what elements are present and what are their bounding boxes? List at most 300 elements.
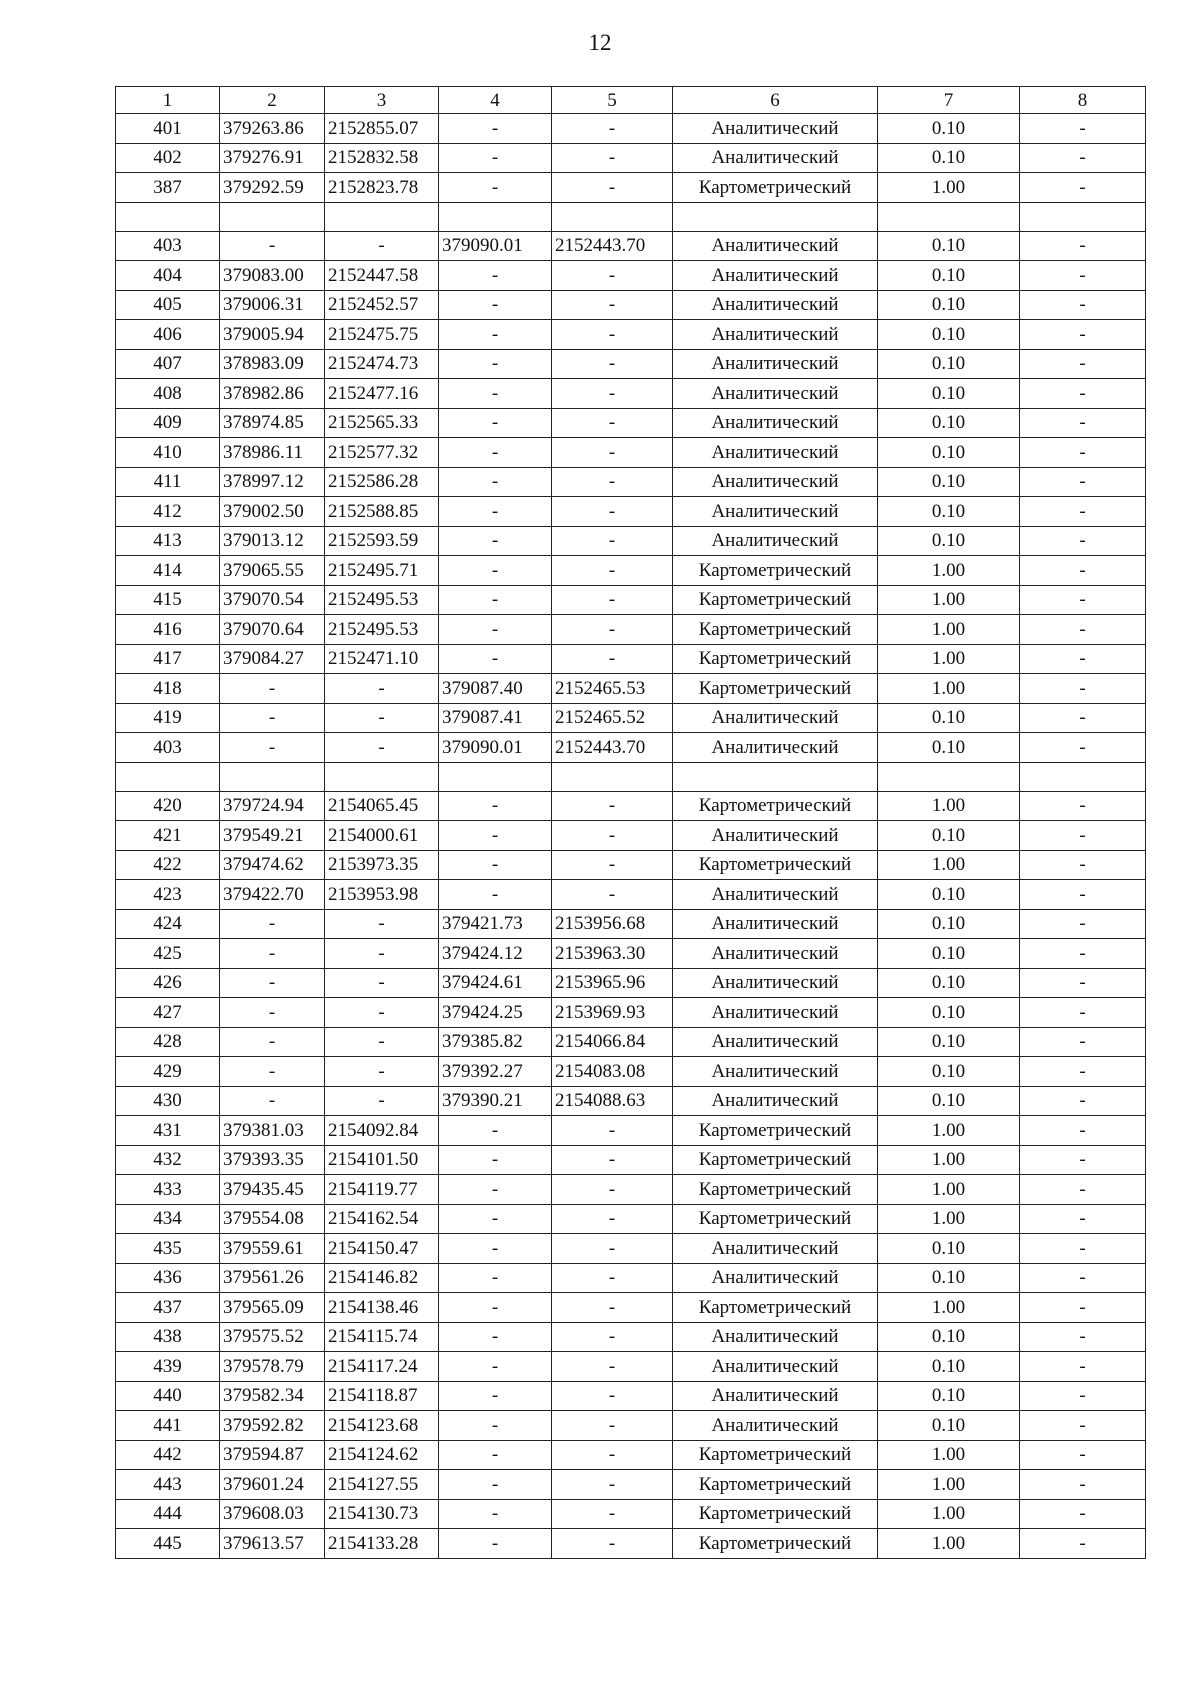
table-cell: 379393.35: [220, 1145, 325, 1175]
table-cell: -: [439, 379, 552, 409]
table-cell: 2154124.62: [325, 1440, 439, 1470]
table-cell: 0.10: [878, 497, 1020, 527]
table-cell: Аналитический: [673, 968, 878, 998]
table-cell: -: [552, 526, 673, 556]
table-cell: -: [1020, 615, 1146, 645]
column-header: 7: [878, 87, 1020, 114]
table-cell: 379013.12: [220, 526, 325, 556]
table-cell: -: [439, 1470, 552, 1500]
table-cell: -: [552, 1529, 673, 1559]
table-cell: 403: [116, 733, 220, 763]
table-cell: -: [220, 1086, 325, 1116]
table-cell: -: [1020, 556, 1146, 586]
table-cell: Аналитический: [673, 526, 878, 556]
table-cell: -: [439, 143, 552, 173]
table-cell: 2154092.84: [325, 1116, 439, 1146]
table-cell: 1.00: [878, 1116, 1020, 1146]
table-cell: 413: [116, 526, 220, 556]
table-row: [116, 968, 1146, 998]
table-cell: -: [1020, 998, 1146, 1028]
table-cell: Аналитический: [673, 349, 878, 379]
table-cell: 412: [116, 497, 220, 527]
table-cell: 0.10: [878, 1057, 1020, 1087]
table-row: [116, 1470, 1146, 1500]
table-row: [116, 703, 1146, 733]
table-cell: [220, 762, 325, 791]
table-cell: -: [439, 1116, 552, 1146]
table-cell: -: [552, 821, 673, 851]
table-cell: 2152495.71: [325, 556, 439, 586]
table-cell: 2154101.50: [325, 1145, 439, 1175]
table-cell: Картометрический: [673, 1470, 878, 1500]
table-cell: 378983.09: [220, 349, 325, 379]
table-row: [116, 1234, 1146, 1264]
table-cell: 379276.91: [220, 143, 325, 173]
table-cell: -: [439, 261, 552, 291]
table-cell: Аналитический: [673, 1057, 878, 1087]
table-row: [116, 438, 1146, 468]
table-cell: 444: [116, 1499, 220, 1529]
table-cell: -: [439, 821, 552, 851]
table-cell: [439, 202, 552, 231]
table-cell: -: [1020, 850, 1146, 880]
table-cell: 1.00: [878, 674, 1020, 704]
table-cell: 378982.86: [220, 379, 325, 409]
table-cell: -: [552, 379, 673, 409]
table-cell: -: [552, 1499, 673, 1529]
table-cell: -: [1020, 880, 1146, 910]
table-cell: 438: [116, 1322, 220, 1352]
table-cell: 0.10: [878, 1381, 1020, 1411]
table-cell: 379090.01: [439, 733, 552, 763]
table-gap-row: [116, 202, 1146, 231]
table-cell: -: [1020, 1175, 1146, 1205]
table-header-row: [116, 87, 1146, 114]
table-cell: -: [552, 556, 673, 586]
table-cell: -: [1020, 526, 1146, 556]
table-cell: -: [325, 909, 439, 939]
table-cell: -: [552, 320, 673, 350]
table-cell: 0.10: [878, 320, 1020, 350]
table-cell: 379435.45: [220, 1175, 325, 1205]
table-cell: -: [439, 615, 552, 645]
table-cell: 2153969.93: [552, 998, 673, 1028]
table-cell: 379084.27: [220, 644, 325, 674]
table-cell: 418: [116, 674, 220, 704]
table-cell: -: [1020, 939, 1146, 969]
table-cell: -: [439, 408, 552, 438]
table-cell: 407: [116, 349, 220, 379]
table-row: [116, 880, 1146, 910]
table-cell: 2153956.68: [552, 909, 673, 939]
table-cell: 425: [116, 939, 220, 969]
table-cell: -: [325, 1027, 439, 1057]
table-cell: 0.10: [878, 821, 1020, 851]
table-cell: 378997.12: [220, 467, 325, 497]
table-cell: -: [552, 467, 673, 497]
table-cell: [116, 762, 220, 791]
table-cell: 2154115.74: [325, 1322, 439, 1352]
table-cell: -: [220, 733, 325, 763]
table-cell: -: [439, 880, 552, 910]
table-cell: -: [552, 644, 673, 674]
table-cell: -: [552, 1440, 673, 1470]
table-cell: 379424.12: [439, 939, 552, 969]
table-cell: -: [552, 1381, 673, 1411]
table-cell: -: [552, 1293, 673, 1323]
column-header: 2: [220, 87, 325, 114]
table-cell: Аналитический: [673, 143, 878, 173]
table-cell: 0.10: [878, 1322, 1020, 1352]
table-cell: 0.10: [878, 880, 1020, 910]
table-cell: 2154065.45: [325, 791, 439, 821]
table-row: [116, 320, 1146, 350]
table-cell: 2154123.68: [325, 1411, 439, 1441]
table-cell: 2152452.57: [325, 290, 439, 320]
page-number: 12: [588, 30, 612, 55]
table-cell: 427: [116, 998, 220, 1028]
table-row: [116, 644, 1146, 674]
table-cell: 1.00: [878, 1470, 1020, 1500]
table-cell: 404: [116, 261, 220, 291]
table-cell: 1.00: [878, 585, 1020, 615]
table-cell: 1.00: [878, 1204, 1020, 1234]
table-cell: 441: [116, 1411, 220, 1441]
table-cell: 379385.82: [439, 1027, 552, 1057]
table-cell: -: [439, 438, 552, 468]
table-cell: -: [1020, 438, 1146, 468]
table-cell: 379422.70: [220, 880, 325, 910]
table-cell: 442: [116, 1440, 220, 1470]
table-cell: -: [220, 1057, 325, 1087]
table-cell: Картометрический: [673, 791, 878, 821]
table-cell: -: [552, 497, 673, 527]
table-cell: [673, 202, 878, 231]
table-cell: [878, 202, 1020, 231]
table-cell: 379608.03: [220, 1499, 325, 1529]
table-cell: -: [552, 1234, 673, 1264]
table-cell: -: [552, 1204, 673, 1234]
table-cell: 0.10: [878, 349, 1020, 379]
table-row: [116, 939, 1146, 969]
table-row: [116, 821, 1146, 851]
table-cell: -: [439, 290, 552, 320]
table-cell: 1.00: [878, 791, 1020, 821]
table-row: [116, 467, 1146, 497]
table-cell: 0.10: [878, 379, 1020, 409]
table-cell: 379592.82: [220, 1411, 325, 1441]
table-cell: 0.10: [878, 939, 1020, 969]
table-cell: Картометрический: [673, 615, 878, 645]
column-header: 4: [439, 87, 552, 114]
table-cell: Аналитический: [673, 1263, 878, 1293]
table-cell: 431: [116, 1116, 220, 1146]
table-cell: 1.00: [878, 644, 1020, 674]
table-cell: -: [1020, 1381, 1146, 1411]
table-cell: -: [1020, 1293, 1146, 1323]
table-cell: 2154119.77: [325, 1175, 439, 1205]
table-cell: 379582.34: [220, 1381, 325, 1411]
table-cell: -: [1020, 1234, 1146, 1264]
table-cell: 2152465.53: [552, 674, 673, 704]
table-cell: 409: [116, 408, 220, 438]
table-cell: 423: [116, 880, 220, 910]
table-cell: -: [552, 1116, 673, 1146]
table-cell: Аналитический: [673, 1352, 878, 1382]
table-cell: Картометрический: [673, 644, 878, 674]
table-cell: 379087.40: [439, 674, 552, 704]
table-cell: [552, 202, 673, 231]
table-cell: -: [1020, 1411, 1146, 1441]
table-cell: -: [439, 556, 552, 586]
table-cell: 2153973.35: [325, 850, 439, 880]
table-cell: 0.10: [878, 909, 1020, 939]
table-row: [116, 1116, 1146, 1146]
table-cell: [673, 762, 878, 791]
table-cell: 0.10: [878, 290, 1020, 320]
table-row: [116, 998, 1146, 1028]
table-cell: -: [325, 733, 439, 763]
table-cell: -: [1020, 644, 1146, 674]
table-cell: 378974.85: [220, 408, 325, 438]
table-cell: Аналитический: [673, 880, 878, 910]
table-cell: 2152443.70: [552, 733, 673, 763]
table-cell: 435: [116, 1234, 220, 1264]
table-cell: 403: [116, 231, 220, 261]
table-cell: -: [1020, 1352, 1146, 1382]
table-cell: 2152477.16: [325, 379, 439, 409]
table-cell: 0.10: [878, 1352, 1020, 1382]
table-cell: -: [1020, 320, 1146, 350]
table-cell: -: [1020, 1470, 1146, 1500]
table-cell: -: [1020, 1322, 1146, 1352]
table-cell: 402: [116, 143, 220, 173]
table-cell: 2154133.28: [325, 1529, 439, 1559]
table-cell: -: [1020, 821, 1146, 851]
table-cell: 379070.54: [220, 585, 325, 615]
table-cell: 379090.01: [439, 231, 552, 261]
table-cell: Картометрический: [673, 173, 878, 203]
table-cell: -: [325, 1086, 439, 1116]
table-cell: 419: [116, 703, 220, 733]
table-cell: Картометрический: [673, 556, 878, 586]
table-cell: 379381.03: [220, 1116, 325, 1146]
table-cell: 1.00: [878, 1175, 1020, 1205]
table-cell: 2152474.73: [325, 349, 439, 379]
table-cell: Картометрический: [673, 1440, 878, 1470]
table-cell: -: [552, 290, 673, 320]
table-cell: 434: [116, 1204, 220, 1234]
table-cell: 379390.21: [439, 1086, 552, 1116]
table-cell: 2154117.24: [325, 1352, 439, 1382]
table-cell: 379424.61: [439, 968, 552, 998]
table-cell: -: [439, 526, 552, 556]
table-cell: Аналитический: [673, 379, 878, 409]
table-cell: 387: [116, 173, 220, 203]
table-row: [116, 1263, 1146, 1293]
table-cell: -: [439, 320, 552, 350]
column-header: 6: [673, 87, 878, 114]
table-cell: 379474.62: [220, 850, 325, 880]
table-cell: 2154000.61: [325, 821, 439, 851]
table-cell: 1.00: [878, 1499, 1020, 1529]
table-cell: 379578.79: [220, 1352, 325, 1382]
table-cell: -: [552, 114, 673, 144]
table-cell: -: [325, 1057, 439, 1087]
column-header: 8: [1020, 87, 1146, 114]
table-cell: 379565.09: [220, 1293, 325, 1323]
table-cell: -: [1020, 349, 1146, 379]
table-cell: Аналитический: [673, 290, 878, 320]
table-cell: -: [220, 674, 325, 704]
table-cell: -: [325, 998, 439, 1028]
table-cell: -: [552, 1175, 673, 1205]
table-cell: [439, 762, 552, 791]
table-cell: 2152823.78: [325, 173, 439, 203]
table-cell: -: [439, 349, 552, 379]
table-cell: -: [1020, 703, 1146, 733]
table-cell: -: [220, 968, 325, 998]
table-cell: 0.10: [878, 703, 1020, 733]
table-cell: -: [325, 939, 439, 969]
table-cell: [116, 202, 220, 231]
table-cell: 0.10: [878, 526, 1020, 556]
table-row: [116, 1440, 1146, 1470]
table-cell: 2154138.46: [325, 1293, 439, 1323]
table-cell: -: [1020, 1116, 1146, 1146]
table-cell: 379087.41: [439, 703, 552, 733]
table-gap-row: [116, 762, 1146, 791]
table-cell: -: [1020, 497, 1146, 527]
table-cell: 2154118.87: [325, 1381, 439, 1411]
table-cell: 379421.73: [439, 909, 552, 939]
table-cell: -: [439, 1322, 552, 1352]
table-cell: 0.10: [878, 968, 1020, 998]
table-cell: -: [439, 1411, 552, 1441]
table-cell: -: [552, 585, 673, 615]
table-cell: Аналитический: [673, 408, 878, 438]
table-cell: -: [325, 674, 439, 704]
table-cell: [325, 762, 439, 791]
table-cell: -: [1020, 143, 1146, 173]
table-cell: 0.10: [878, 438, 1020, 468]
table-cell: -: [552, 1145, 673, 1175]
table-row: [116, 379, 1146, 409]
table-cell: Картометрический: [673, 585, 878, 615]
table-row: [116, 1027, 1146, 1057]
table-cell: 436: [116, 1263, 220, 1293]
table-cell: -: [220, 231, 325, 261]
table-cell: -: [1020, 1529, 1146, 1559]
table-cell: Аналитический: [673, 320, 878, 350]
table-row: [116, 231, 1146, 261]
table-cell: Картометрический: [673, 1116, 878, 1146]
table-cell: 2152495.53: [325, 585, 439, 615]
table-cell: Картометрический: [673, 674, 878, 704]
table-row: [116, 1293, 1146, 1323]
table-cell: 2153963.30: [552, 939, 673, 969]
table-cell: -: [1020, 467, 1146, 497]
table-row: [116, 674, 1146, 704]
table-cell: -: [1020, 791, 1146, 821]
table-cell: -: [552, 438, 673, 468]
table-cell: -: [1020, 173, 1146, 203]
table-cell: 429: [116, 1057, 220, 1087]
table-cell: 421: [116, 821, 220, 851]
table-cell: -: [439, 173, 552, 203]
table-cell: -: [1020, 231, 1146, 261]
table-cell: 2152565.33: [325, 408, 439, 438]
table-cell: Картометрический: [673, 1175, 878, 1205]
table-cell: 2152447.58: [325, 261, 439, 291]
table-row: [116, 1322, 1146, 1352]
table-cell: 408: [116, 379, 220, 409]
table-cell: Аналитический: [673, 114, 878, 144]
table-cell: 379065.55: [220, 556, 325, 586]
table-cell: 437: [116, 1293, 220, 1323]
table-cell: 379083.00: [220, 261, 325, 291]
table-row: [116, 1057, 1146, 1087]
table-cell: Аналитический: [673, 1411, 878, 1441]
table-cell: -: [1020, 1027, 1146, 1057]
table-cell: 2152832.58: [325, 143, 439, 173]
table-cell: 2152471.10: [325, 644, 439, 674]
table-cell: 379724.94: [220, 791, 325, 821]
table-cell: -: [1020, 585, 1146, 615]
table-cell: 379006.31: [220, 290, 325, 320]
table-row: [116, 791, 1146, 821]
table-cell: -: [439, 1204, 552, 1234]
table-cell: [325, 202, 439, 231]
table-cell: -: [1020, 909, 1146, 939]
table-row: [116, 615, 1146, 645]
table-cell: [878, 762, 1020, 791]
table-cell: -: [1020, 379, 1146, 409]
table-row: [116, 1145, 1146, 1175]
table-cell: -: [439, 1145, 552, 1175]
table-cell: Аналитический: [673, 261, 878, 291]
table-cell: -: [1020, 1499, 1146, 1529]
table-cell: -: [439, 585, 552, 615]
table-cell: Картометрический: [673, 1499, 878, 1529]
table-row: [116, 556, 1146, 586]
table-cell: 414: [116, 556, 220, 586]
table-cell: 2152443.70: [552, 231, 673, 261]
table-cell: -: [552, 791, 673, 821]
table-cell: 2154130.73: [325, 1499, 439, 1529]
table-cell: -: [1020, 408, 1146, 438]
table-cell: 0.10: [878, 1027, 1020, 1057]
table-cell: -: [1020, 1263, 1146, 1293]
table-cell: -: [439, 1175, 552, 1205]
table-row: [116, 173, 1146, 203]
table-cell: -: [220, 1027, 325, 1057]
table-cell: -: [1020, 1145, 1146, 1175]
table-cell: 2152465.52: [552, 703, 673, 733]
table-cell: 2152475.75: [325, 320, 439, 350]
table-row: [116, 497, 1146, 527]
table-cell: -: [552, 1470, 673, 1500]
table-cell: [1020, 762, 1146, 791]
table-cell: Картометрический: [673, 1529, 878, 1559]
table-cell: Аналитический: [673, 231, 878, 261]
table-cell: 411: [116, 467, 220, 497]
table-row: [116, 585, 1146, 615]
table-cell: 378986.11: [220, 438, 325, 468]
table-row: [116, 1204, 1146, 1234]
table-row: [116, 733, 1146, 763]
table-row: [116, 850, 1146, 880]
